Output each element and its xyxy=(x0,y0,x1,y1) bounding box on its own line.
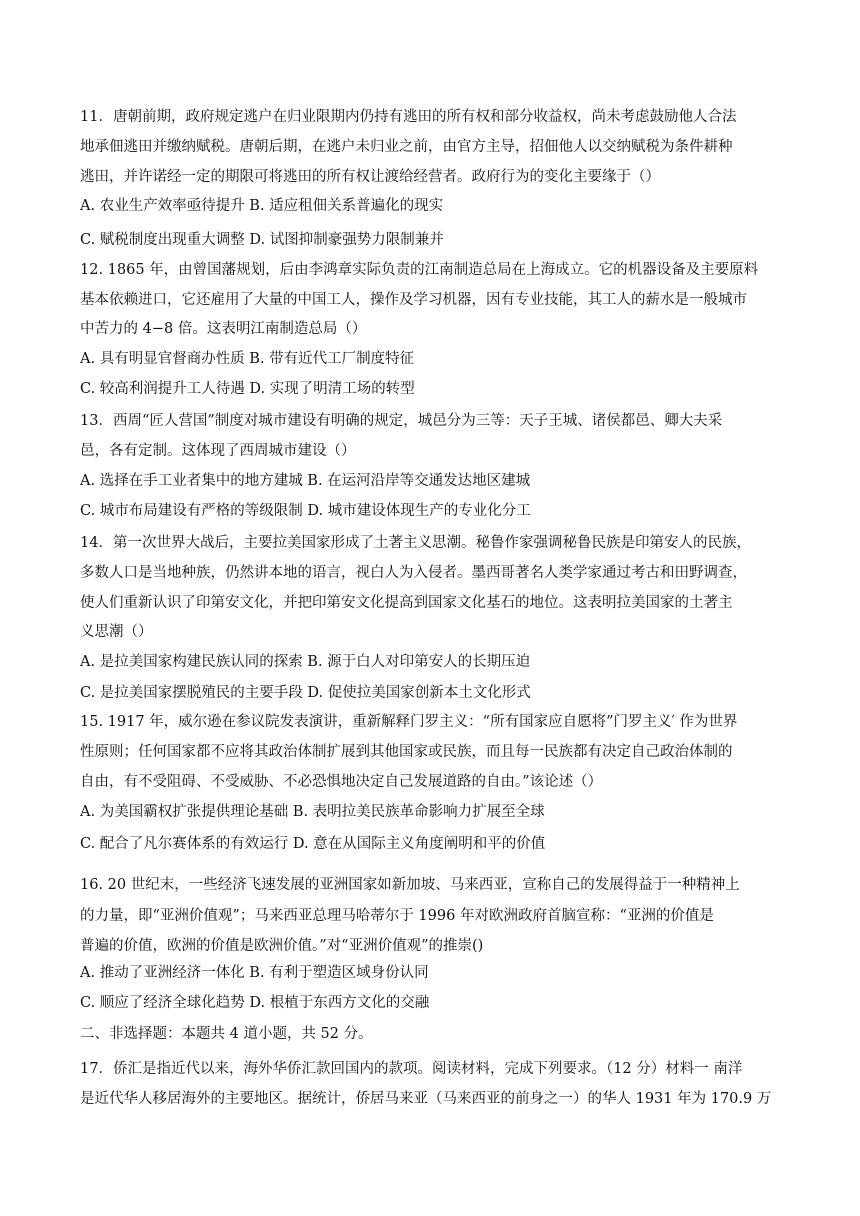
question-stem-line: 基本依赖进口，它还雇用了大量的中国工人，操作及学习机器，因有专业技能，其工人的薪水是一般城市 xyxy=(80,292,747,308)
question-stem-line: 17．侨汇是指近代以来，海外华侨汇款回国内的款项。阅读材料，完成下列要求。（12 分）材料一 南洋 xyxy=(80,1061,743,1077)
question-stem-line: 义思潮（） xyxy=(80,624,153,640)
question-stem-line: 的力量，即“亚洲价值观”；马来西亚总理马哈蒂尔于 1996 年对欧洲政府首脑宣称：“亚洲的价值是 xyxy=(80,908,714,924)
question-stem-line: 邑，各有定制。这体现了西周城市建设（） xyxy=(80,443,356,459)
answer-options-ab: A. 为美国霸权扩张提供理论基础 B. 表明拉美民族革命影响力扩展至全球 xyxy=(80,804,545,820)
answer-options-cd: C. 赋税制度出现重大调整 D. 试图抑制豪强势力限制兼并 xyxy=(80,232,444,248)
question-stem-line: 使人们重新认识了印第安文化，并把印第安文化提高到国家文化基石的地位。这表明拉美国家的土著主 xyxy=(80,595,733,611)
answer-options-cd: C. 顺应了经济全球化趋势 D. 根植于东西方文化的交融 xyxy=(80,995,430,1011)
question-stem-line: 16. 20 世纪末，一些经济飞速发展的亚洲国家如新加坡、马来西亚，宣称自己的发展得益于一种精神上 xyxy=(80,877,740,893)
answer-options-ab: A. 农业生产效率亟待提升 B. 适应租佃关系普遍化的现实 xyxy=(80,198,444,214)
answer-options-ab: A. 推动了亚洲经济一体化 B. 有利于塑造区域身份认同 xyxy=(80,965,429,981)
question-stem-line: 自由，有不受阻碍、不受威胁、不必恐惧地决定自己发展道路的自由。”该论述（） xyxy=(80,774,603,790)
question-stem-line: 13．西周“匠人营国”制度对城市建设有明确的规定，城邑分为三等：天子王城、诸侯都邑、卿大夫采 xyxy=(80,413,723,429)
question-stem-line: 性原则；任何国家都不应将其政治体制扩展到其他国家或民族，而且每一民族都有决定自己政治体制的 xyxy=(80,744,733,760)
question-stem-line: 多数人口是当地种族，仍然讲本地的语言，视白人为入侵者。墨西哥著名人类学家通过考古和田野调查， xyxy=(80,565,747,581)
question-stem-line: 普遍的价值，欧洲的价值是欧洲价值。”对“亚洲价值观”的推崇() xyxy=(80,938,484,954)
answer-options-ab: A. 具有明显官督商办性质 B. 带有近代工厂制度特征 xyxy=(80,351,415,367)
answer-options-ab: A. 是拉美国家构建民族认同的探索 B. 源于白人对印第安人的长期压迫 xyxy=(80,654,531,670)
question-stem-line: 地承佃逃田并缴纳赋税。唐朝后期，在逃户未归业之前，由官方主导，招佃他人以交纳赋税为条件耕种 xyxy=(80,139,733,155)
answer-options-ab: A. 选择在手工业者集中的地方建城 B. 在运河沿岸等交通发达地区建城 xyxy=(80,473,531,489)
question-stem-line: 15. 1917 年，威尔逊在参议院发表演讲，重新解释门罗主义：“所有国家应自愿将”门罗主义′ 作为世界 xyxy=(80,714,738,730)
question-stem-line: 11．唐朝前期，政府规定逃户在归业限期内仍持有逃田的所有权和部分收益权，尚未考虑鼓励他人合法 xyxy=(80,109,737,125)
answer-options-cd: C. 城市布局建设有严格的等级限制 D. 城市建设体现生产的专业化分工 xyxy=(80,503,531,519)
section-header: 二、非选择题：本题共 4 道小题，共 52 分。 xyxy=(80,1026,373,1042)
question-stem-line: 14．第一次世界大战后，主要拉美国家形成了土著主义思潮。秘鲁作家强调秘鲁民族是印第安人的民族， xyxy=(80,535,751,551)
question-stem-line: 12. 1865 年，由曾国藩规划，后由李鸿章实际负责的江南制造总局在上海成立。它的机器设备及主要原料 xyxy=(80,262,759,278)
answer-options-cd: C. 较高利润提升工人待遇 D. 实现了明清工场的转型 xyxy=(80,381,415,397)
answer-options-cd: C. 是拉美国家摆脱殖民的主要手段 D. 促使拉美国家创新本土文化形式 xyxy=(80,685,531,701)
question-stem-line: 是近代华人移居海外的主要地区。据统计，侨居马来亚（马来西亚的前身之一）的华人 1931 年为 170.9 万 xyxy=(80,1091,772,1107)
question-stem-line: 逃田，并许诺经一定的期限可将逃田的所有权让渡给经营者。政府行为的变化主要缘于（） xyxy=(80,169,660,185)
answer-options-cd: C. 配合了凡尔赛体系的有效运行 D. 意在从国际主义角度阐明和平的价值 xyxy=(80,836,546,852)
question-stem-line: 中苦力的 4−8 倍。这表明江南制造总局（） xyxy=(80,321,367,337)
